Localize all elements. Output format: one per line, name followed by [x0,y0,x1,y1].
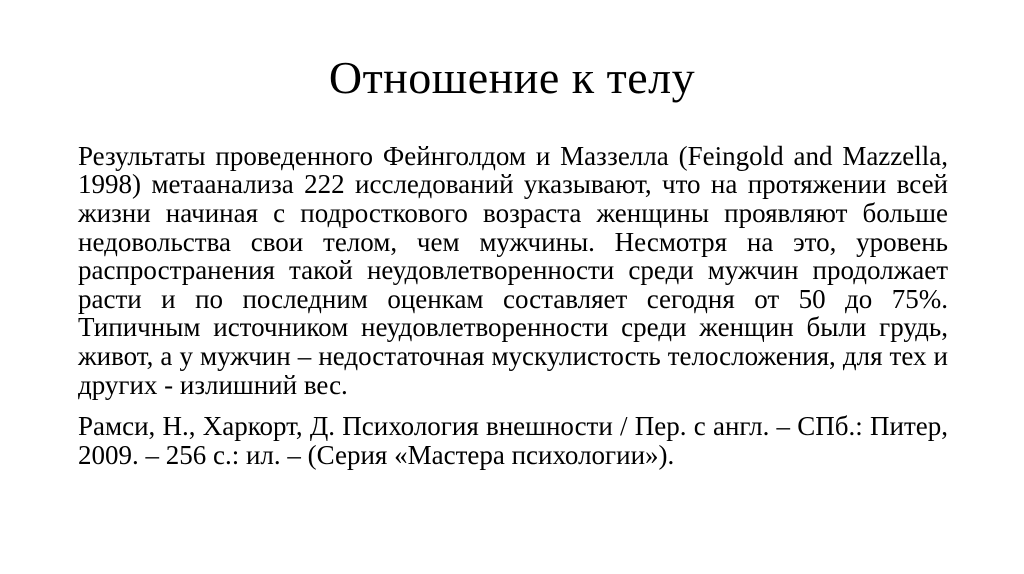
citation-paragraph: Рамси, Н., Харкорт, Д. Психология внешности / Пер. с англ. – СПб.: Питер, 2009. – 256 с.: ил. – (Серия «Мастера психологии»). [78,411,948,470]
slide-title: Отношение к телу [328,52,696,103]
body-paragraph: Результаты проведенного Фейнголдом и Маззелла (Feingold and Mazzella, 1998) метаанализа 222 исследований указывают, что на протяжении всей жизни начиная с подросткового возраста женщины проявляют больше недовольства свои телом, чем мужчины. Несмотря на это, уровень распространения такой неудовлетворенности среди мужчин продолжает расти и по последним оценкам составляет сегодня от 50 до 75%. Типичным источником неудовлетворенности среди женщин были грудь, живот, а у мужчин – недостаточная мускулистость телосложения, для тех и других - излишний вес. [78,140,948,400]
slide-body [78,142,948,470]
